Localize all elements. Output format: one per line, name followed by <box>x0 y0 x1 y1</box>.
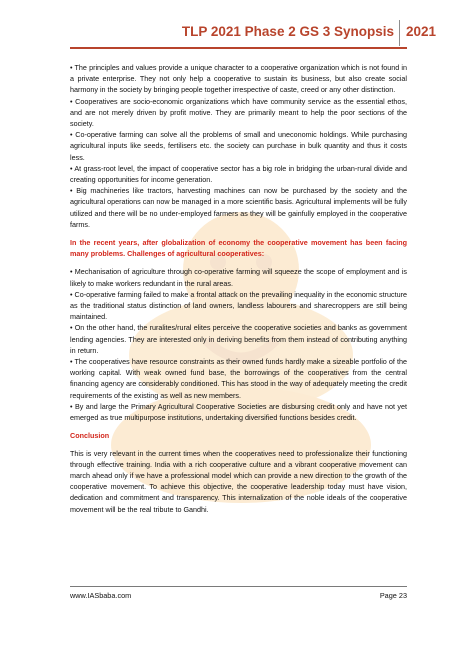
bullet-paragraph: • At grass-root level, the impact of cooperative sector has a big role in bridging the urban-rural divide and creating opportunities for income generation. <box>70 163 407 185</box>
page-header <box>0 18 474 48</box>
header-divider <box>399 20 400 46</box>
bullet-paragraph: • Big machineries like tractors, harvesting machines can now be purchased by the society and the agricultural operations can now be managed in a more scientific basis. Agricultural implements will be fully utilized and there will be no under-employed farmers as they will be gainfully employed in the cooperative farms. <box>70 186 407 229</box>
bullet-paragraph: • By and large the Primary Agricultural Cooperative Societies are disbursing credit only and have not yet emerged as true multipurpose institutions, undertaking diversified functions besides credit. <box>70 401 407 423</box>
conclusion-paragraph: This is very relevant in the current times when the cooperatives need to professionalize their functioning through effective training. India with a rich cooperative culture and a vibrant cooperative movement can march ahead only if we have a professional model which can provide a new direction to the growth of the cooperative movement. To achieve this objective, the cooperative leadership today must have vision, dedication and commitment and transparency. This internalization of the noble ideals of the cooperative movement will be the real tribute to Gandhi. <box>70 448 407 514</box>
bullet-paragraph: • Cooperatives are socio-economic organizations which have community service as the essential ethos, and are not merely driven by profit motive. They are primarily meant to help the poor sections of the society. <box>70 96 407 129</box>
document-year: 2021 <box>405 24 436 39</box>
conclusion-heading: Conclusion <box>70 431 110 441</box>
bullet-paragraph: • Co-operative farming failed to make a frontal attack on the prevailing inequality in the economic structure as the traditional status distinction of land owners, landless labourers and sharecroppers are still being maintained. <box>70 289 407 322</box>
bullet-paragraph: • On the other hand, the ruralites/rural elites perceive the cooperative societies and banks as government lending agencies. They are interested only in deriving benefits from them instead of contributing anything in return. <box>70 323 407 355</box>
bullet-paragraph: • Co-operative farming can solve all the problems of small and uneconomic holdings. While purchasing agricultural inputs like seeds, fertilisers etc. the society can purchase in bulk quantity and thus it costs less. <box>70 130 407 162</box>
document-title: TLP 2021 Phase 2 GS 3 Synopsis <box>181 24 394 39</box>
footer-website: www.IASbaba.com <box>70 591 132 600</box>
page-footer <box>70 586 407 600</box>
challenges-heading: In the recent years, after globalization of economy the cooperative movement has been facing many problems. Challenges of agricultural cooperatives: <box>70 238 407 259</box>
page-content <box>70 62 407 515</box>
bullet-paragraph: • The cooperatives have resource constraints as their owned funds hardly make a sizeable portfolio of the working capital. With weak owned fund base, the borrowings of the cooperatives from the central financing agency are considerably conditioned. This has stood in the way of adequately meeting the credit requirements of the existing as well as new members. <box>70 357 407 400</box>
footer-rule <box>70 586 407 587</box>
header-rule <box>70 47 407 49</box>
bullet-paragraph: • The principles and values provide a unique character to a cooperative organization which is not found in a private enterprise. They not only help a cooperative to sustain its business, but also create social harmony in the society by bringing people together irrespective of caste, creed or any other distinction. <box>70 63 407 95</box>
footer-page-number: Page 23 <box>379 591 407 600</box>
bullet-paragraph: • Mechanisation of agriculture through co-operative farming will squeeze the scope of employment and is likely to make workers redundant in the rural areas. <box>70 267 407 288</box>
